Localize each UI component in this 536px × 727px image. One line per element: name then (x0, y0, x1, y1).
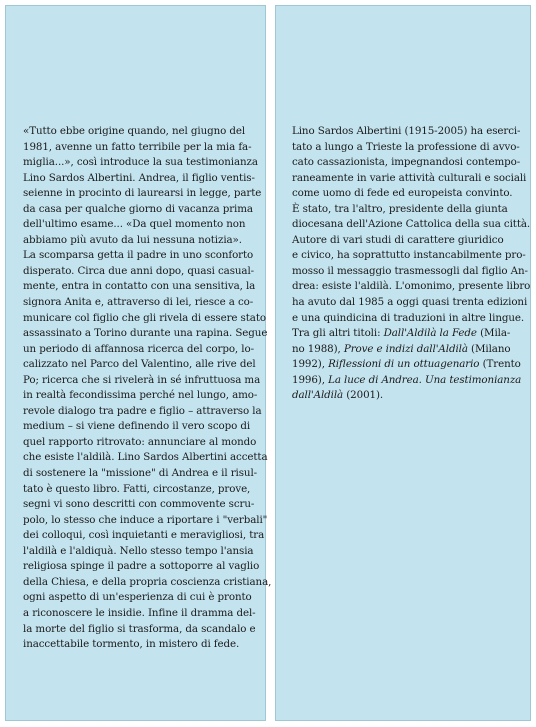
synopsis-line: inaccettabile tormento, in mistero di fede. (23, 638, 240, 651)
biography-line (292, 186, 518, 202)
biography-line (292, 124, 521, 140)
synopsis-line: La scomparsa getta il padre in uno sconforto (23, 249, 254, 262)
synopsis-line: medium – si viene definendo il vero scopo di (23, 420, 251, 433)
book-title: dall'Aldilà (292, 389, 344, 402)
biography-text: 1992), (292, 358, 329, 371)
synopsis-line: l'aldilà e l'aldiquà. Nello stesso tempo l'ansia (23, 544, 254, 557)
synopsis-line: abbiamo più avuto da lui nessuna notizia». (23, 233, 242, 246)
biography-line (292, 279, 531, 295)
book-title: Riflessioni di un ottuagenario (328, 358, 480, 371)
synopsis-line: signora Anita e, attraverso di lei, riesce a co- (23, 296, 254, 309)
synopsis-line: ogni aspetto di un'esperienza di cui è pronto (23, 591, 252, 604)
biography-text: (Mila- (476, 327, 511, 340)
book-title: Prove e indizi dall'Aldilà (343, 342, 468, 355)
synopsis-line: la morte del figlio si trasforma, da scandalo e (23, 622, 256, 635)
biography-line (292, 295, 528, 311)
synopsis-line: della Chiesa, e della propria coscienza cristiana, (23, 575, 272, 588)
biography-text: diocesana dell'Azione Cattolica della sua città. (292, 218, 531, 231)
biography-text: 1996), (292, 373, 329, 386)
biography-text: no 1988), (292, 342, 344, 355)
synopsis-line: un periodo di affannosa ricerca del corpo, lo- (23, 342, 254, 355)
synopsis-line: «Tutto ebbe origine quando, nel giugno del (23, 125, 246, 137)
biography-line (292, 248, 526, 264)
synopsis-line: che esiste l'aldilà. Lino Sardos Albertini accetta (23, 451, 268, 464)
biography-text: raneamente in varie attività culturali e sociali (292, 171, 527, 184)
synopsis-line: mente, entra in contatto con una sensitiva, la (23, 280, 256, 293)
biography-text: Lino Sardos Albertini (1915-2005) ha eserci- (292, 125, 521, 137)
synopsis-line: da casa per qualche giorno di vacanza prima (23, 202, 253, 215)
synopsis-line: revole dialogo tra padre e figlio – attraverso la (23, 404, 262, 417)
biography-text: (2001). (343, 389, 384, 402)
synopsis-line: Lino Sardos Albertini. Andrea, il figlio ventis- (23, 171, 255, 184)
synopsis-line: dei colloqui, così inquietanti e meravigliosi, tra (23, 529, 265, 542)
biography-line (292, 264, 528, 280)
synopsis-line: assassinato a Torino durante una rapina. Segue (23, 327, 268, 340)
biography-line (292, 357, 521, 373)
biography-line (292, 373, 522, 389)
synopsis-line: dell'ultimo esame... «Da quel momento non (23, 218, 246, 231)
synopsis-line: religiosa spinge il padre a sottoporre al vaglio (23, 560, 260, 573)
synopsis-line: tato è questo libro. Fatti, circostanze, prove, (23, 482, 251, 495)
synopsis-line: 1981, avenne un fatto terribile per la mia fa- (23, 140, 252, 153)
biography-text: drea: esiste l'aldilà. L'omonimo, presente libro (292, 280, 531, 293)
synopsis-line: segni vi sono descritti con commovente scru- (23, 498, 255, 511)
biography-text: (Milano (467, 342, 511, 355)
synopsis-line: miglia...», così introduce la sua testimonianza (23, 156, 258, 169)
biography-line (292, 217, 531, 233)
biography-text: come uomo di fede ed europeista convinto. (292, 187, 513, 200)
biography-text: cato cassazionista, impegnandosi contempo- (292, 156, 521, 169)
biography-text: mosso il messaggio trasmessogli dal figlio An- (292, 264, 528, 277)
biography-text: Autore di vari studi di carattere giuridico (292, 233, 504, 246)
synopsis-line: seienne in procinto di laurearsi in legge, parte (23, 187, 262, 200)
biography-line (292, 233, 518, 249)
synopsis-line: in realtà fecondissima perché nel lungo, amo- (23, 389, 258, 402)
biography-text: Tra gli altri titoli: (292, 327, 384, 340)
biography-text: ha avuto dal 1985 a oggi quasi trenta edizioni (292, 296, 528, 309)
biography-line (292, 202, 518, 218)
synopsis-line: di sostenere la "missione" di Andrea e il risul- (23, 467, 258, 480)
author-biography-text (292, 124, 531, 404)
synopsis-line: quel rapporto ritrovato: annunciare al mondo (23, 435, 257, 448)
biography-line (292, 171, 527, 187)
synopsis-line: municare col figlio che gli rivela di essere stato (23, 311, 266, 324)
synopsis-text (23, 124, 272, 653)
synopsis-line: calizzato nel Parco del Valentino, alle rive del (23, 358, 256, 371)
biography-line (292, 311, 525, 327)
synopsis-line: disperato. Circa due anni dopo, quasi casual- (23, 264, 255, 277)
biography-text: e civico, ha soprattutto instancabilmente pro- (292, 249, 526, 262)
biography-line (292, 155, 521, 171)
book-title: La luce di Andrea. Una testimonianza (328, 373, 522, 386)
biography-text: È stato, tra l'altro, presidente della giunta (292, 202, 508, 215)
biography-line (292, 342, 518, 358)
biography-line (292, 326, 518, 342)
synopsis-line: polo, lo stesso che induce a riportare i "verbali" (23, 513, 268, 526)
biography-line (292, 140, 518, 156)
book-title: Dall'Aldilà la Fede (383, 327, 477, 340)
synopsis-line: Po; ricerca che si rivelerà in sé infruttuosa ma (23, 373, 261, 386)
biography-text: e una quindicina di traduzioni in altre lingue. (292, 311, 525, 324)
biography-text: (Trento (479, 358, 521, 371)
synopsis-line: a riconoscere le insidie. Infine il dramma del- (23, 606, 256, 619)
biography-text: tato a lungo a Trieste la professione di avvo- (292, 140, 520, 153)
biography-line (292, 388, 518, 404)
